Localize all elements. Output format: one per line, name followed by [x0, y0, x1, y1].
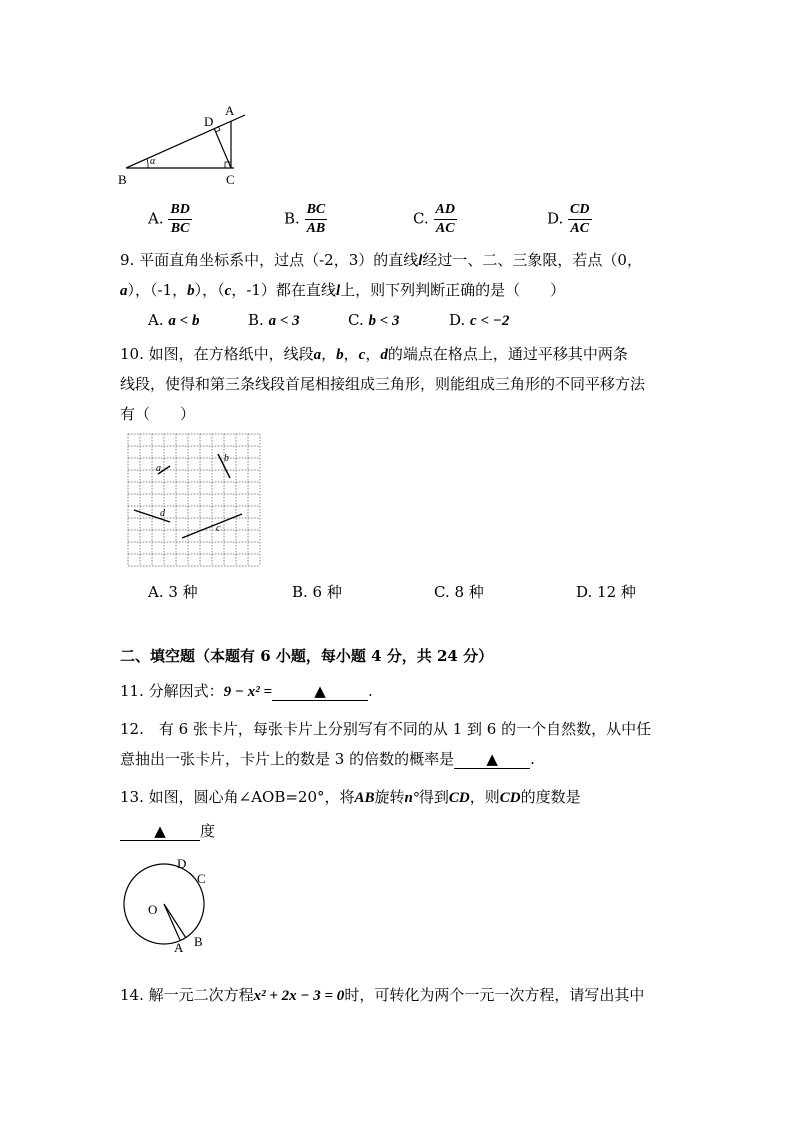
q13-line-1: 13. 如图，圆心角∠AOB=20°，将AB旋转n°得到CD，则CD的度数是 — [120, 788, 581, 806]
q10-line-2: 线段，使得和第三条线段首尾相接组成三角形，则能组成三角形的不同平移方法 — [120, 375, 646, 393]
center-o-label: O — [148, 902, 158, 917]
q8-option-a[interactable]: A. $\frac{BD}{BC}$ — [148, 202, 190, 236]
q9-line-2: a），（-1，b），（c，-1）都在直线l上，则下列判断正确的是（ ） — [120, 281, 566, 299]
q9-option-d[interactable]: D. c < −2 — [449, 311, 510, 329]
point-a-label: A — [174, 940, 184, 952]
point-b-label: B — [194, 934, 203, 949]
q10-option-c[interactable]: C. 8 种 — [434, 583, 484, 601]
vertex-a-label: A — [225, 103, 235, 118]
q10-line-1: 10. 如图，在方格纸中，线段a，b，c，d的端点在格点上，通过平移其中两条 — [120, 345, 628, 363]
grid-figure — [122, 430, 266, 572]
vertex-c-label: C — [226, 172, 235, 187]
answer-blank[interactable]: ▲ — [120, 822, 200, 841]
q10-option-a[interactable]: A. 3 种 — [148, 583, 198, 601]
fraction: $\frac{BD}{BC}$ — [170, 202, 190, 236]
q12-line-2: 意抽出一张卡片，卡片上的数是 3 的倍数的概率是 ▲ . — [120, 750, 535, 768]
alpha-label: α — [150, 156, 156, 167]
q8-option-b[interactable]: B. $\frac{BC}{AB}$ — [284, 202, 326, 236]
arc-cd: CD — [499, 790, 521, 806]
q12-line-1: 12. 有 6 张卡片，每张卡片上分别写有不同的从 1 到 6 的一个自然数，从中任 — [120, 720, 652, 738]
fraction: $\frac{BC}{AB}$ — [306, 202, 326, 236]
q9-line-1: 9. 平面直角坐标系中，过点（-2，3）的直线l经过一、二、三象限，若点（0， — [120, 251, 642, 269]
vertex-b-label: B — [118, 172, 127, 187]
q8-option-c[interactable]: C. $\frac{AD}{AC}$ — [413, 202, 455, 236]
section-2-heading: 二、填空题（本题有 6 小题，每小题 4 分，共 24 分） — [120, 647, 494, 665]
segment-c-label: c — [216, 523, 221, 534]
triangle-figure — [118, 100, 248, 190]
vertex-d-label: D — [204, 114, 214, 129]
point-d-label: D — [177, 856, 187, 871]
q14-line: 14. 解一元二次方程x² + 2x − 3 = 0时，可转化为两个一元一次方程，请写出其中 — [120, 986, 645, 1004]
answer-blank[interactable]: ▲ — [454, 750, 530, 769]
q10-option-b[interactable]: B. 6 种 — [292, 583, 342, 601]
point-c-label: C — [197, 871, 206, 886]
q9-option-c[interactable]: C. b < 3 — [348, 311, 400, 329]
q10-option-d[interactable]: D. 12 种 — [576, 583, 636, 601]
segment-a-label: a — [156, 463, 161, 474]
arc-cd: CD — [448, 790, 470, 806]
segment-b-label: b — [224, 453, 229, 464]
q10-line-3: 有（ ） — [120, 405, 196, 423]
q13-line-2: ▲ 度 — [120, 820, 215, 841]
segment-d-label: d — [160, 508, 165, 519]
circle-figure — [114, 852, 218, 952]
arc-ab: AB — [354, 790, 375, 806]
q8-option-d[interactable]: D. $\frac{CD}{AC}$ — [547, 202, 590, 236]
answer-blank[interactable]: ▲ — [272, 682, 368, 701]
fraction: $\frac{AD}{AC}$ — [435, 202, 455, 236]
q11-line: 11. 分解因式：9 − x² = ▲ . — [120, 682, 373, 700]
q9-option-b[interactable]: B. a < 3 — [248, 311, 300, 329]
q9-option-a[interactable]: A. a < b — [148, 311, 200, 329]
fraction: $\frac{CD}{AC}$ — [570, 202, 590, 236]
